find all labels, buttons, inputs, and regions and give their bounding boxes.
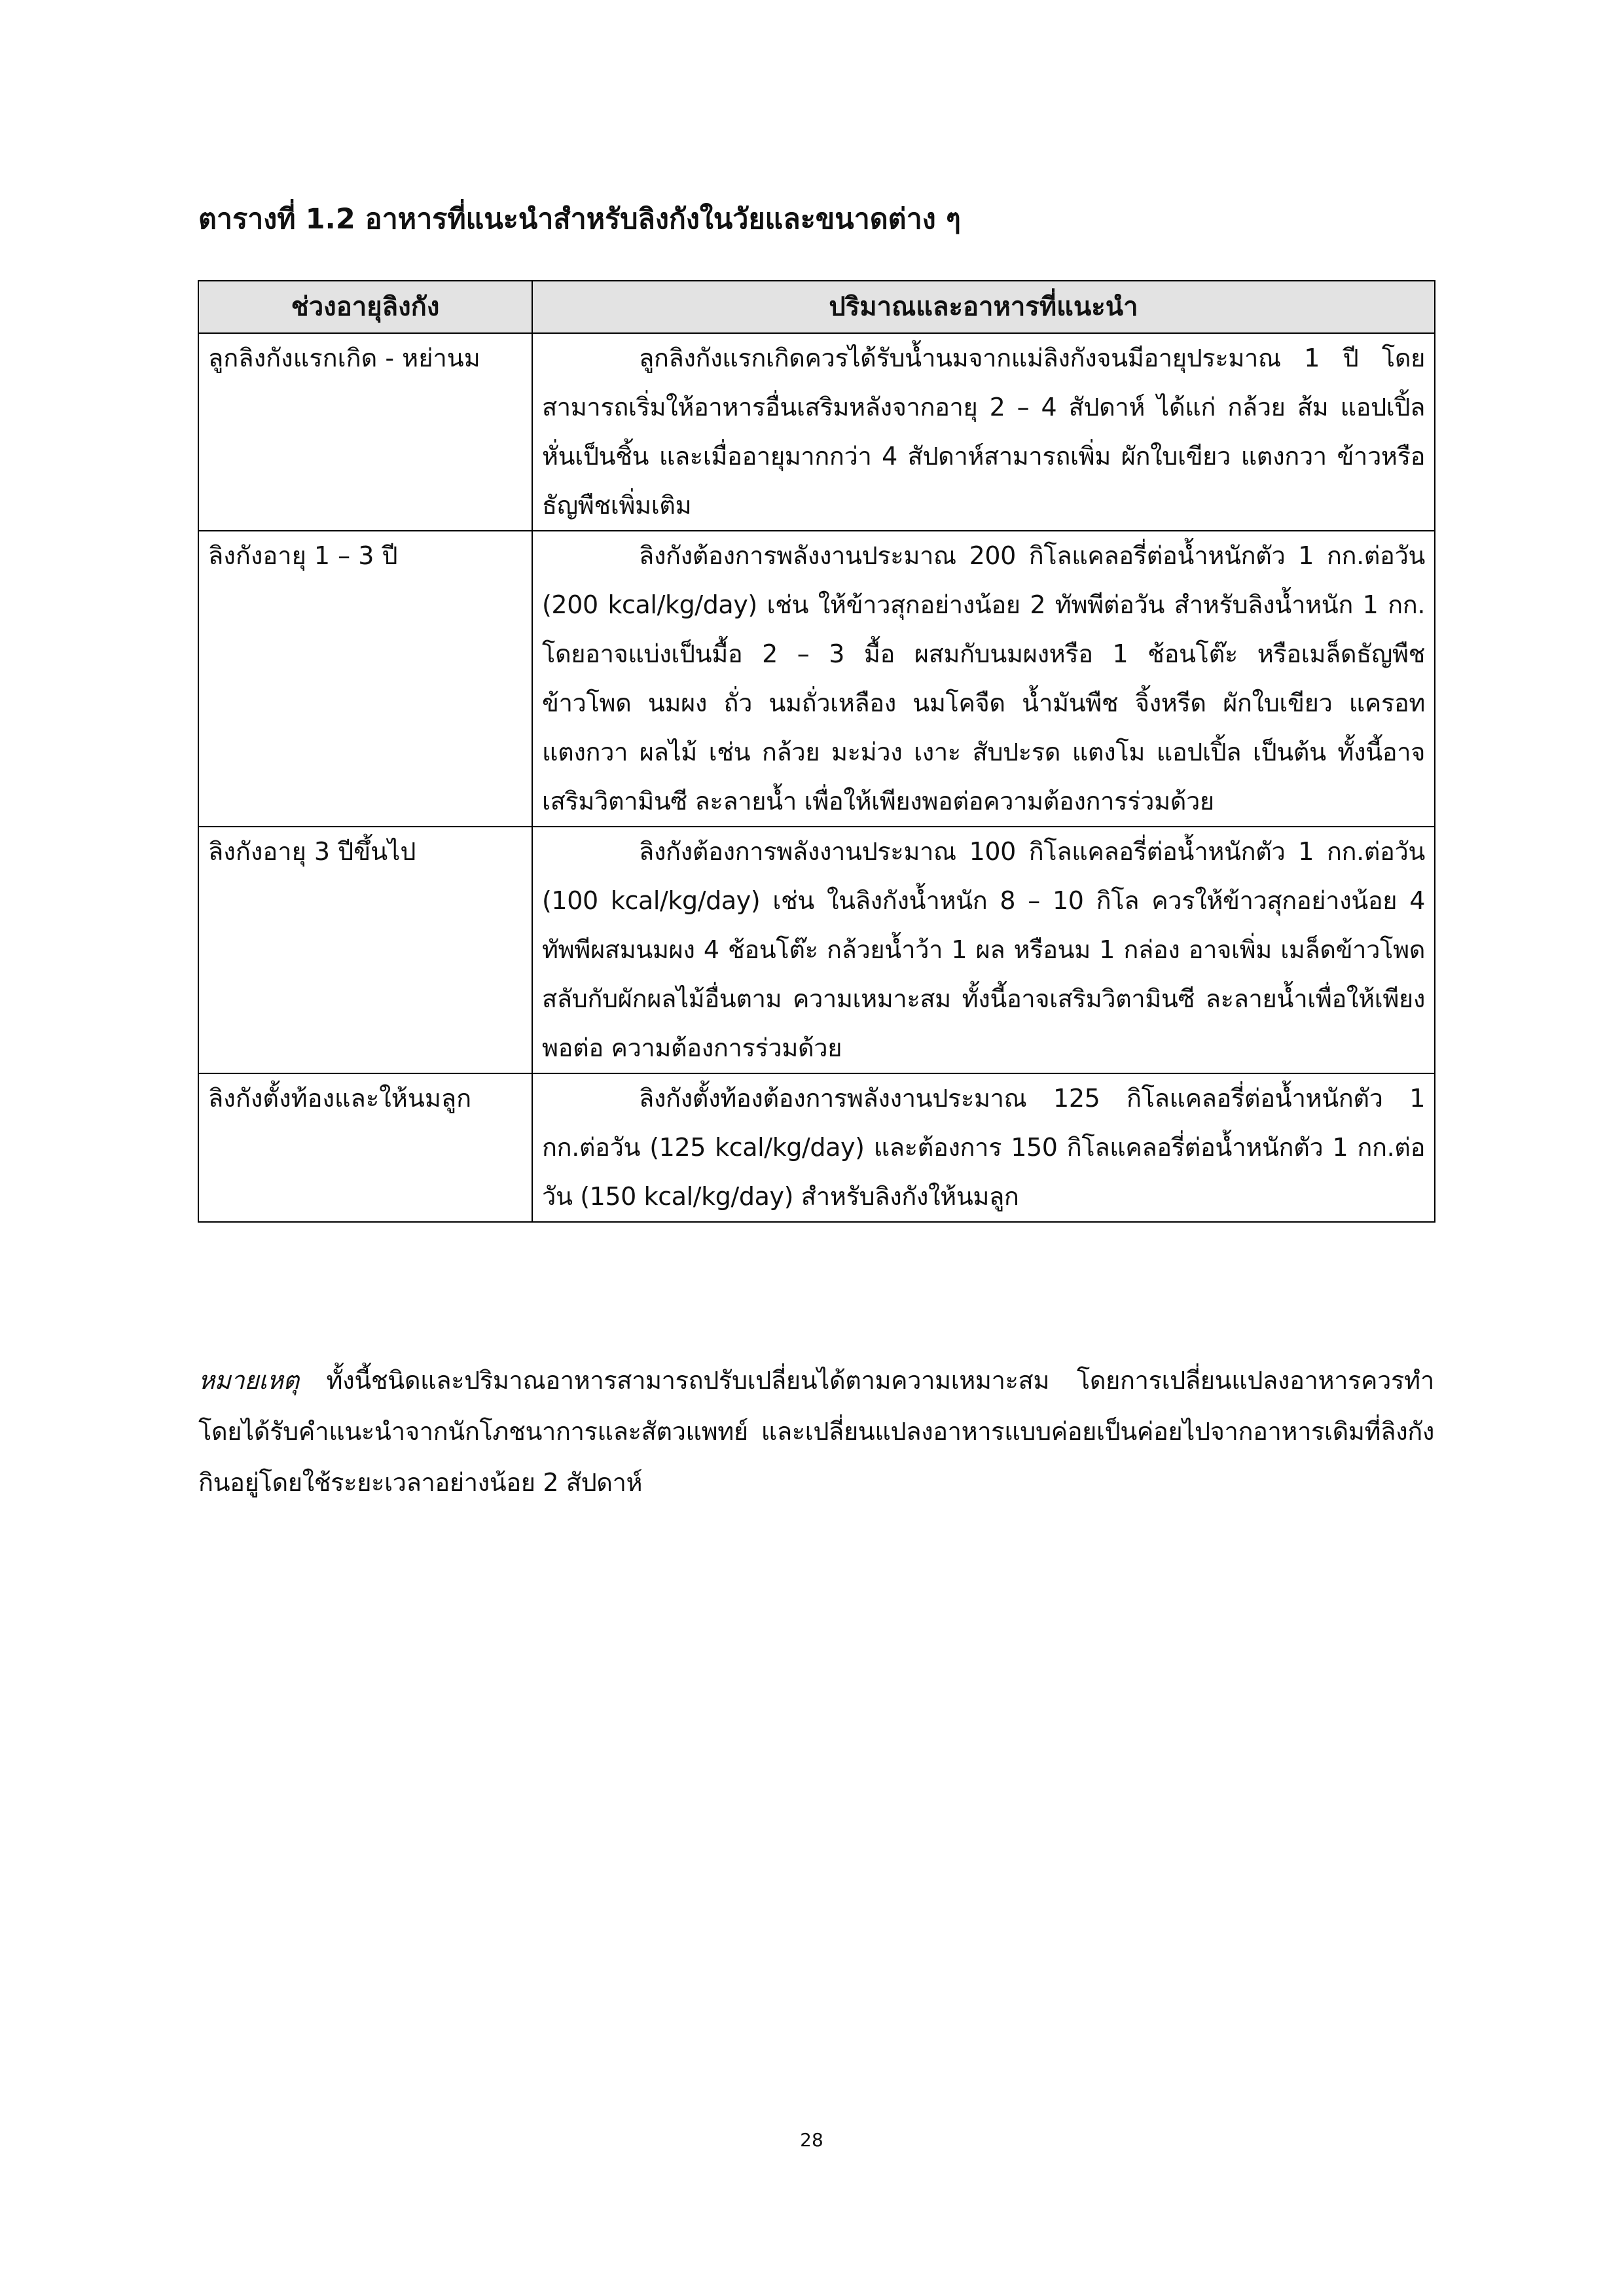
age-range-cell: ลิงกังตั้งท้องและให้นมลูก [198, 1073, 532, 1222]
note-text: ทั้งนี้ชนิดและปริมาณอาหารสามารถปรับเปลี่ยนได้ตามความเหมาะสม โดยการเปลี่ยนแปลงอาหารควรทำโดยได้รับคำแนะนำจากนักโภชนาการและสัตวแพทย์ และเปลี่ยนแปลงอาหารแบบค่อยเป็นค่อยไปจากอาหารเดิมที่ลิงกังกินอยู่โดยใช้ระยะเวลาอย่างน้อย 2 สัปดาห์ [198, 1366, 1434, 1497]
recommendation-cell: ลิงกังต้องการพลังงานประมาณ 200 กิโลแคลอรี่ต่อน้ำหนักตัว 1 กก.ต่อวัน (200 kcal/kg/day) เช่น ให้ข้าวสุกอย่างน้อย 2 ทัพพีต่อวัน สำหรับลิงน้ำหนัก 1 กก. โดยอาจแบ่งเป็นมื้อ 2 – 3 มื้อ ผสมกับนมผงหรือ 1 ช้อนโต๊ะ หรือเมล็ดธัญพืช ข้าวโพด นมผง ถั่ว นมถั่วเหลือง นมโคจืด น้ำมันพืช จิ้งหรีด ผักใบเขียว แครอท แตงกวา ผลไม้ เช่น กล้วย มะม่วง เงาะ สับปะรด แตงโม แอปเปิ้ล เป็นต้น ทั้งนี้อาจเสริมวิตามินซี ละลายน้ำ เพื่อให้เพียงพอต่อความต้องการร่วมด้วย [532, 531, 1435, 827]
table-row [198, 333, 1435, 531]
note-paragraph [198, 1355, 1434, 1508]
table-caption: ตารางที่ 1.2 อาหารที่แนะนำสำหรับลิงกังในวัยและขนาดต่าง ๆ [198, 203, 961, 236]
recommendation-cell: ลิงกังตั้งท้องต้องการพลังงานประมาณ 125 กิโลแคลอรี่ต่อน้ำหนักตัว 1 กก.ต่อวัน (125 kcal/kg/day) และต้องการ 150 กิโลแคลอรี่ต่อน้ำหนักตัว 1 กก.ต่อวัน (150 kcal/kg/day) สำหรับลิงกังให้นมลูก [532, 1073, 1435, 1222]
age-range-cell: ลิงกังอายุ 1 – 3 ปี [198, 531, 532, 827]
page-number: 28 [800, 2129, 823, 2151]
table-row [198, 1073, 1435, 1222]
recommendation-cell: ลูกลิงกังแรกเกิดควรได้รับน้ำนมจากแม่ลิงกังจนมีอายุประมาณ 1 ปี โดยสามารถเริ่มให้อาหารอื่นเสริมหลังจากอายุ 2 – 4 สัปดาห์ ได้แก่ กล้วย ส้ม แอปเปิ้ล หั่นเป็นชิ้น และเมื่ออายุมากกว่า 4 สัปดาห์สามารถเพิ่ม ผักใบเขียว แตงกวา ข้าวหรือธัญพืชเพิ่มเติม [532, 333, 1435, 531]
age-range-cell: ลิงกังอายุ 3 ปีขึ้นไป [198, 827, 532, 1073]
table-row [198, 827, 1435, 1073]
header-recommendation: ปริมาณและอาหารที่แนะนำ [532, 281, 1435, 333]
recommendation-cell: ลิงกังต้องการพลังงานประมาณ 100 กิโลแคลอรี่ต่อน้ำหนักตัว 1 กก.ต่อวัน (100 kcal/kg/day) เช่น ในลิงกังน้ำหนัก 8 – 10 กิโล ควรให้ข้าวสุกอย่างน้อย 4 ทัพพีผสมนมผง 4 ช้อนโต๊ะ กล้วยน้ำว้า 1 ผล หรือนม 1 กล่อง อาจเพิ่ม เมล็ดข้าวโพด สลับกับผักผลไม้อื่นตาม ความเหมาะสม ทั้งนี้อาจเสริมวิตามินซี ละลายน้ำเพื่อให้เพียงพอต่อ ความต้องการร่วมด้วย [532, 827, 1435, 1073]
table-header-row [198, 281, 1435, 333]
note-label: หมายเหตุ [198, 1366, 299, 1395]
recommended-food-table [198, 280, 1435, 1223]
age-range-cell: ลูกลิงกังแรกเกิด - หย่านม [198, 333, 532, 531]
header-age-range: ช่วงอายุลิงกัง [198, 281, 532, 333]
table-row [198, 531, 1435, 827]
